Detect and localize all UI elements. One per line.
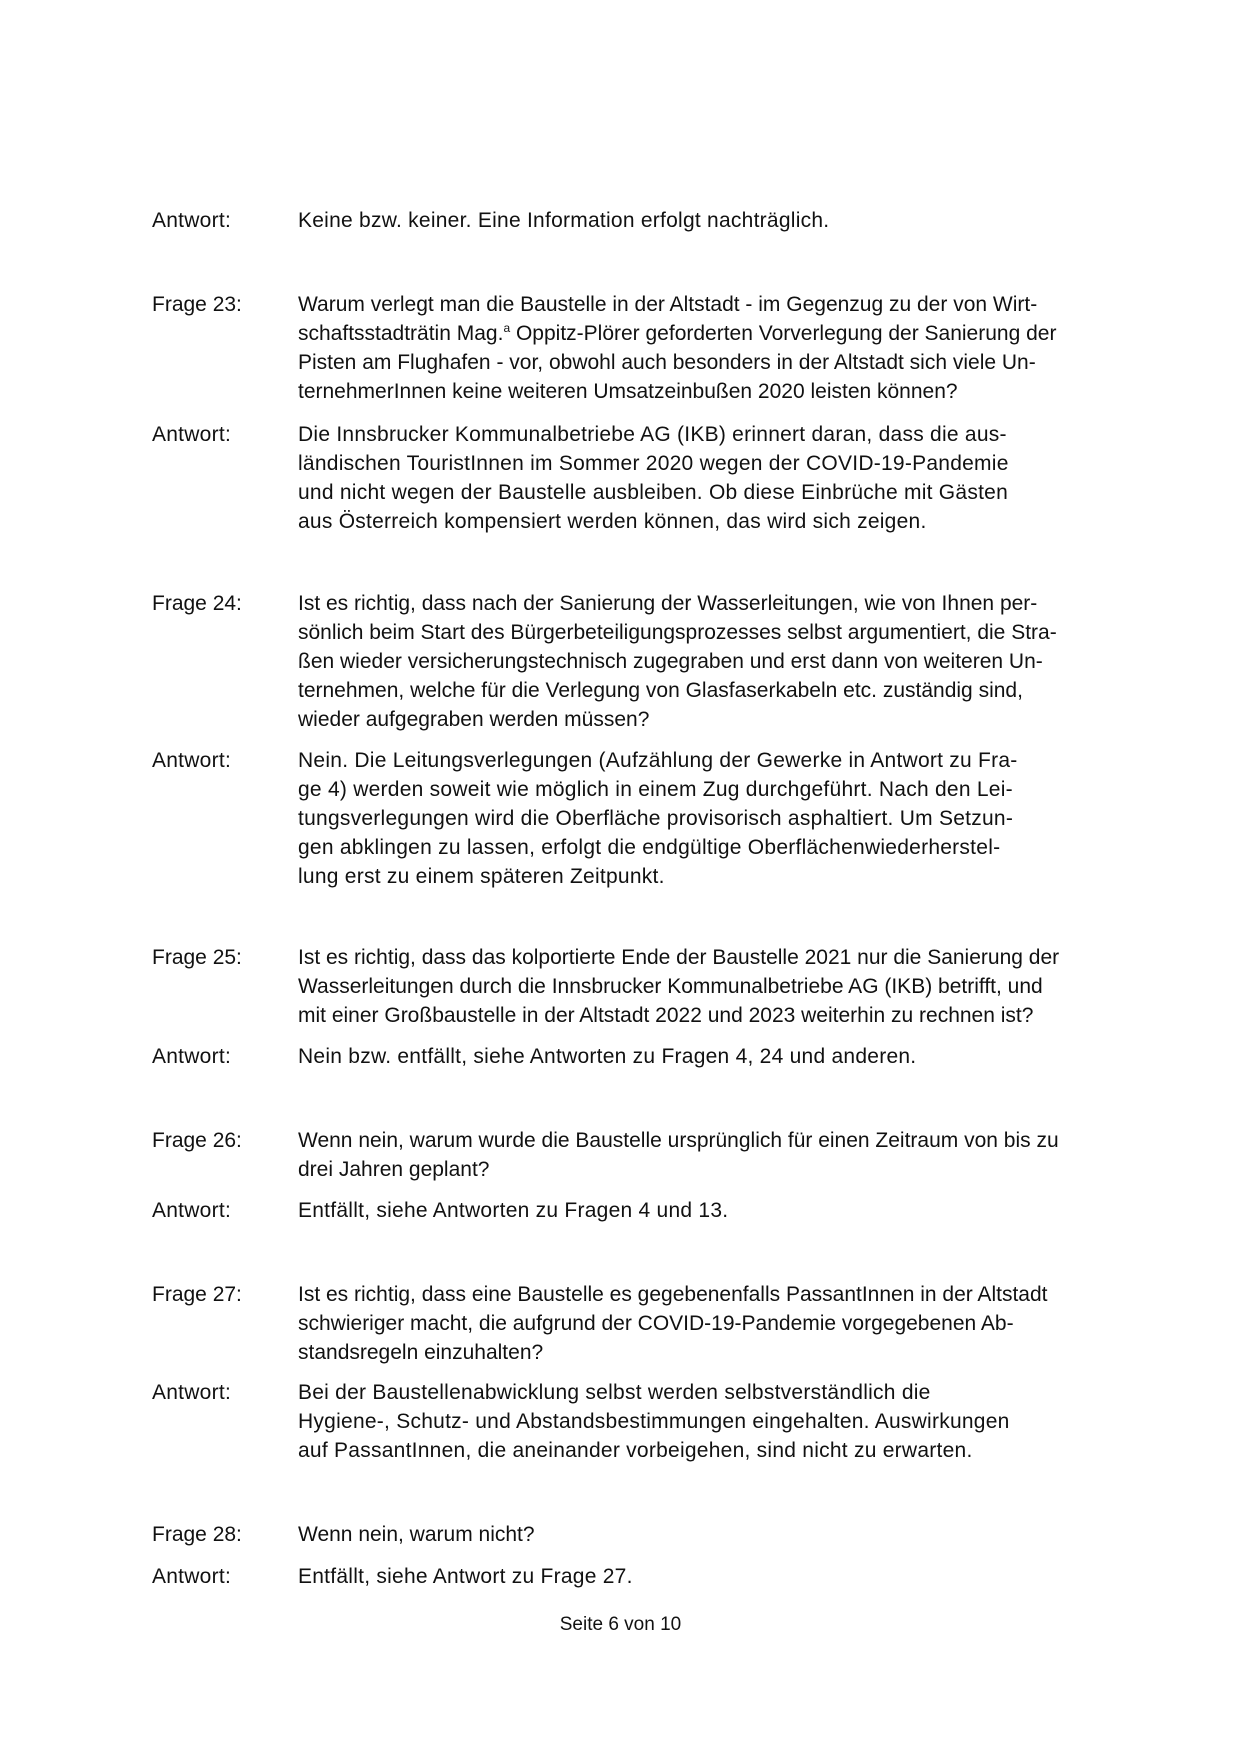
question-label: Frage 28: [152, 1523, 242, 1546]
answer-text [298, 1378, 1241, 1465]
answer-line: lung erst zu einem späteren Zeitpunkt. [298, 865, 665, 888]
question-text [298, 589, 1241, 734]
answer-line: Die Innsbrucker Kommunalbetriebe AG (IKB) erinnert daran, dass die aus- [298, 423, 1007, 446]
answer-line: auf PassantInnen, die aneinander vorbeigehen, sind nicht zu erwarten. [298, 1439, 973, 1462]
question-text [298, 943, 1241, 1030]
answer-line: Bei der Baustellenabwicklung selbst werden selbstverständlich die [298, 1381, 931, 1404]
answer-label: Antwort: [152, 1381, 232, 1404]
question-line-part: Oppitz-Plörer geforderten Vorverlegung der Sanierung der [510, 322, 1057, 345]
question-line: Wasserleitungen durch die Innsbrucker Kommunalbetriebe AG (IKB) betrifft, und [298, 975, 1043, 998]
question-text [298, 1280, 1241, 1367]
question-label: Frage 24: [152, 592, 242, 615]
answer-line: Nein. Die Leitungsverlegungen (Aufzählung der Gewerke in Antwort zu Fra- [298, 749, 1018, 772]
question-line: wieder aufgegraben werden müssen? [298, 708, 650, 731]
question-line-part: schaftsstadträtin Mag. [298, 322, 504, 345]
answer-line: und nicht wegen der Baustelle ausbleiben. Ob diese Einbrüche mit Gästen [298, 481, 1009, 504]
question-line: Wenn nein, warum nicht? [298, 1523, 535, 1546]
question-line [298, 319, 1241, 348]
answer-label: Antwort: [152, 1199, 232, 1222]
question-line: Wenn nein, warum wurde die Baustelle ursprünglich für einen Zeitraum von bis zu [298, 1129, 1059, 1152]
question-line: Ist es richtig, dass nach der Sanierung der Wasserleitungen, wie von Ihnen per- [298, 592, 1038, 615]
question-line: sönlich beim Start des Bürgerbeteiligungsprozesses selbst argumentiert, die Stra- [298, 621, 1057, 644]
question-line: drei Jahren geplant? [298, 1158, 490, 1181]
question-label: Frage 25: [152, 946, 242, 969]
answer-line: tungsverlegungen wird die Oberfläche provisorisch asphaltiert. Um Setzun- [298, 807, 1014, 830]
answer-line: Nein bzw. entfällt, siehe Antworten zu Fragen 4, 24 und anderen. [298, 1045, 917, 1068]
answer-label: Antwort: [152, 209, 232, 232]
answer-text [298, 1196, 1241, 1225]
question-line: standsregeln einzuhalten? [298, 1341, 544, 1364]
answer-line: Entfällt, siehe Antwort zu Frage 27. [298, 1565, 633, 1588]
answer-line: Keine bzw. keiner. Eine Information erfolgt nachträglich. [298, 209, 830, 232]
answer-label: Antwort: [152, 1565, 232, 1588]
answer-line: Entfällt, siehe Antworten zu Fragen 4 und 13. [298, 1199, 729, 1222]
question-text [298, 1126, 1241, 1184]
question-line: Warum verlegt man die Baustelle in der Altstadt - im Gegenzug zu der von Wirt- [298, 293, 1038, 316]
answer-line: aus Österreich kompensiert werden können, das wird sich zeigen. [298, 510, 927, 533]
question-text [298, 1520, 1241, 1549]
answer-text [298, 746, 1241, 891]
answer-line: Hygiene-, Schutz- und Abstandsbestimmungen eingehalten. Auswirkungen [298, 1410, 1010, 1433]
question-line: Ist es richtig, dass das kolportierte Ende der Baustelle 2021 nur die Sanierung der [298, 946, 1060, 969]
question-line: ternehmen, welche für die Verlegung von Glasfaserkabeln etc. zuständig sind, [298, 679, 1023, 702]
superscript: a [503, 321, 511, 335]
answer-text [298, 1042, 1241, 1071]
answer-label: Antwort: [152, 749, 232, 772]
question-line: Pisten am Flughafen - vor, obwohl auch besonders in der Altstadt sich viele Un- [298, 351, 1036, 374]
answer-line: gen abklingen zu lassen, erfolgt die endgültige Oberflächenwiederherstel- [298, 836, 1001, 859]
answer-line: ge 4) werden soweit wie möglich in einem Zug durchgeführt. Nach den Lei- [298, 778, 1013, 801]
question-line: ternehmerInnen keine weiteren Umsatzeinbußen 2020 leisten können? [298, 380, 958, 403]
answer-text [298, 420, 1241, 536]
page-number: Seite 6 von 10 [559, 1614, 682, 1635]
question-label: Frage 23: [152, 293, 242, 316]
question-line: schwieriger macht, die aufgrund der COVID-19-Pandemie vorgegebenen Ab- [298, 1312, 1014, 1335]
question-line: mit einer Großbaustelle in der Altstadt 2022 und 2023 weiterhin zu rechnen ist? [298, 1004, 1034, 1027]
question-label: Frage 26: [152, 1129, 242, 1152]
answer-line: ländischen TouristInnen im Sommer 2020 wegen der COVID-19-Pandemie [298, 452, 1009, 475]
question-line: ßen wieder versicherungstechnisch zugegraben und erst dann von weiteren Un- [298, 650, 1043, 673]
answer-label: Antwort: [152, 423, 232, 446]
answer-label: Antwort: [152, 1045, 232, 1068]
question-text [298, 290, 1241, 406]
question-line: Ist es richtig, dass eine Baustelle es gegebenenfalls PassantInnen in der Altstadt [298, 1283, 1048, 1306]
answer-text [298, 1562, 1241, 1591]
answer-text [298, 206, 1241, 235]
question-label: Frage 27: [152, 1283, 242, 1306]
